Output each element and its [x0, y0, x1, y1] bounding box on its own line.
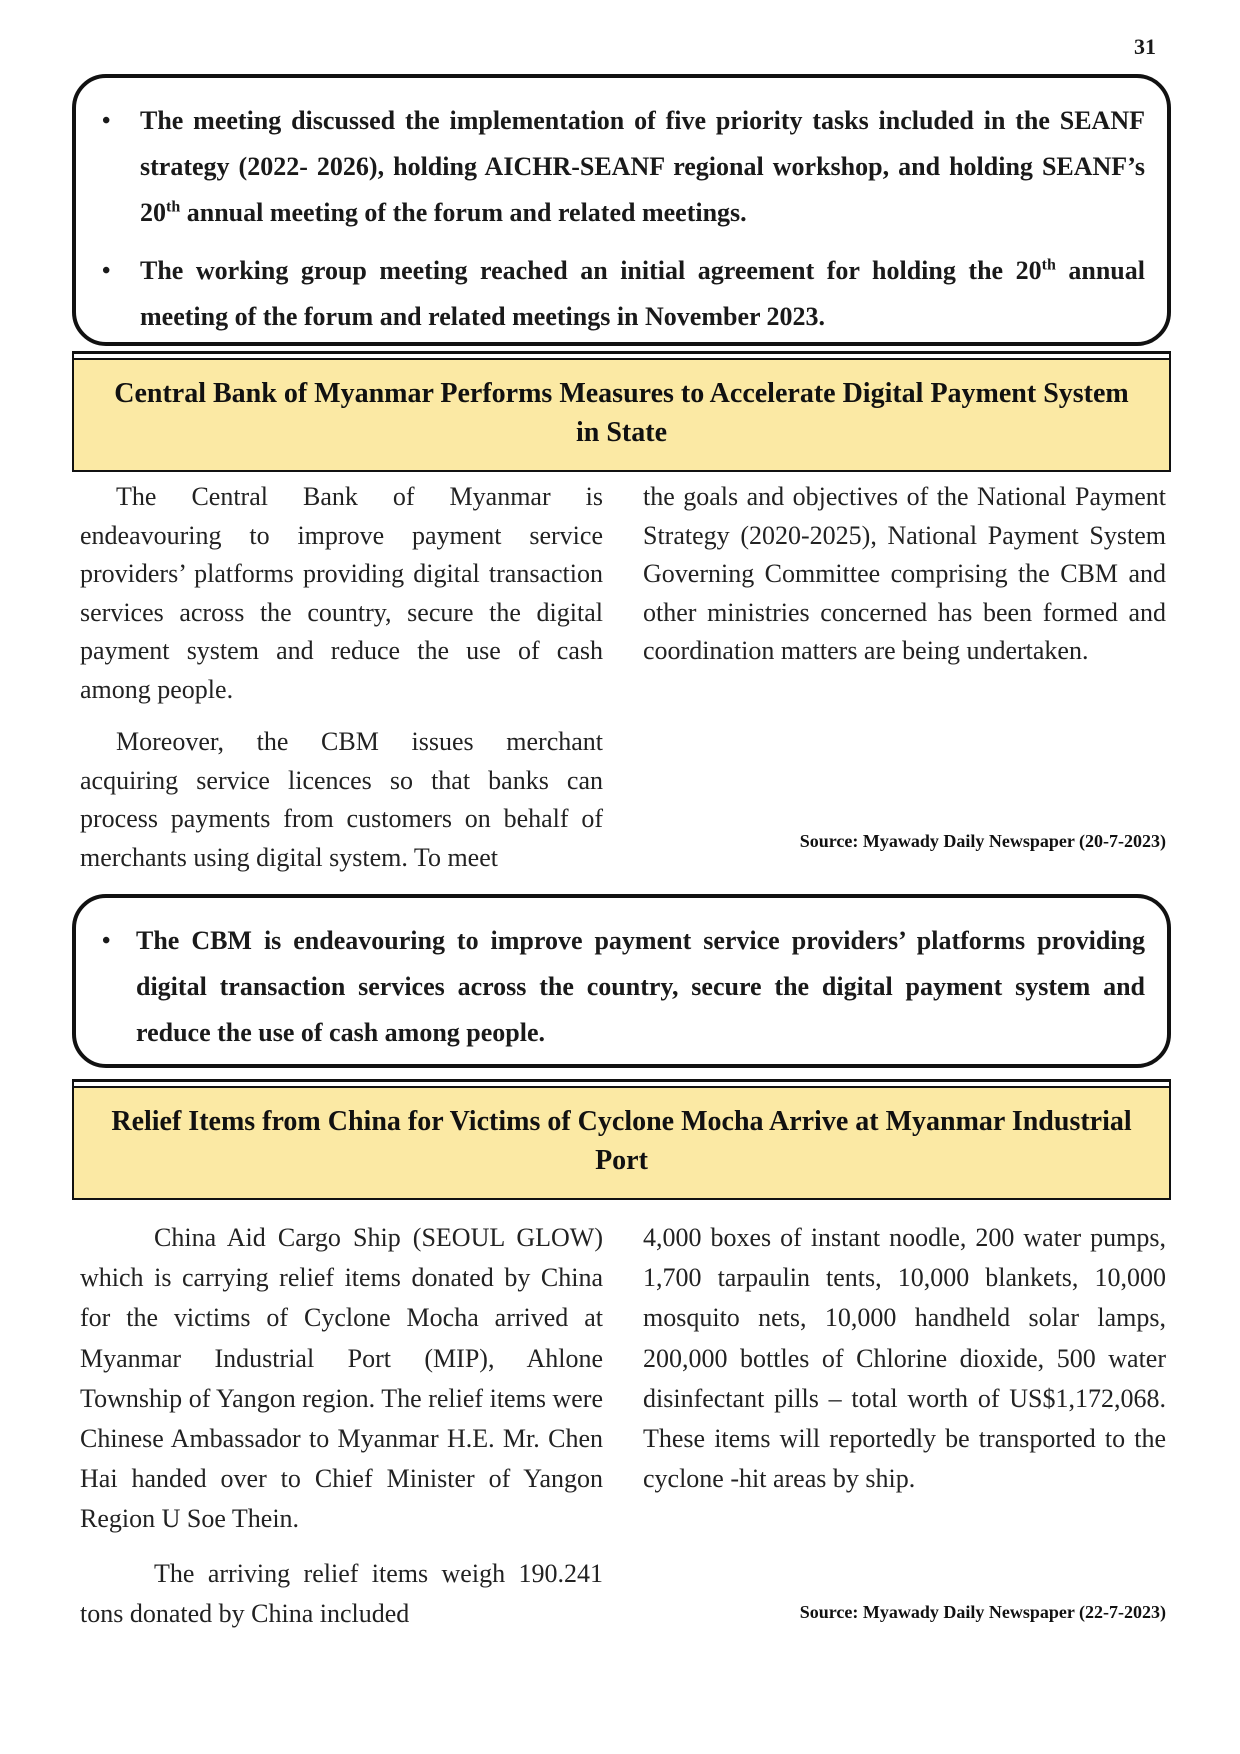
bullet-item: • The meeting discussed the implementation of five priority tasks included in the SEANF strategy (2022- 2026), holding AICHR-SEANF regional workshop, and holding SEANF’s 20th annual meeting of the forum and related meetings.	[84, 98, 1145, 236]
paragraph: 4,000 boxes of instant noodle, 200 water pumps, 1,700 tarpaulin tents, 10,000 blankets, 10,000 mosquito nets, 10,000 handheld solar lamps, 200,000 bottles of Chlorine dioxide, 500 water disinfectant pills – total worth of US$1,172,068. These items will reportedly be transported to the cyclone -hit areas by ship.	[643, 1223, 1166, 1494]
paragraph: the goals and objectives of the National Payment Strategy (2020-2025), National Payment System Governing Committee comprising the CBM and other ministries concerned has been formed and coordination matters are being undertaken.	[643, 482, 1166, 665]
bullet-item: • The working group meeting reached an initial agreement for holding the 20th annual meeting of the forum and related meetings in November 2023.	[84, 248, 1145, 340]
article-cbm-right-column	[643, 478, 1166, 671]
article-cbm-left-column	[80, 478, 603, 877]
article-relief-left-column	[80, 1218, 603, 1634]
article-title-cbm: Central Bank of Myanmar Performs Measures to Accelerate Digital Payment System in State	[72, 358, 1171, 472]
page-number: 31	[1134, 34, 1156, 59]
bullet-item: • The CBM is endeavouring to improve payment service providers’ platforms providing digital transaction services across the country, secure the digital payment system and reduce the use of cash among people.	[84, 918, 1145, 1056]
article-relief-right-column	[643, 1218, 1166, 1499]
summary-box-meeting	[72, 74, 1171, 346]
source-citation: Source: Myawady Daily Newspaper (20-7-2023)	[799, 831, 1166, 851]
source-citation: Source: Myawady Daily Newspaper (22-7-2023)	[799, 1602, 1166, 1622]
article-title-relief: Relief Items from China for Victims of Cyclone Mocha Arrive at Myanmar Industrial Port	[72, 1086, 1171, 1200]
paragraph: Moreover, the CBM issues merchant acquiring service licences so that banks can process payments from customers on behalf of merchants using digital system. To meet	[80, 727, 603, 872]
paragraph: China Aid Cargo Ship (SEOUL GLOW) which is carrying relief items donated by China for the victims of Cyclone Mocha arrived at Myanmar Industrial Port (MIP), Ahlone Township of Yangon region. The relief items were Chinese Ambassador to Myanmar H.E. Mr. Chen Hai handed over to Chief Minister of Yangon Region U Soe Thein.	[80, 1223, 603, 1534]
bullet-list	[84, 98, 1145, 340]
bullet-list	[84, 918, 1145, 1056]
paragraph: The Central Bank of Myanmar is endeavouring to improve payment service providers’ platforms providing digital transaction services across the country, secure the digital payment system and reduce the use of cash among people.	[80, 482, 603, 704]
summary-box-cbm	[72, 894, 1171, 1068]
paragraph: The arriving relief items weigh 190.241 tons donated by China included	[80, 1558, 603, 1628]
